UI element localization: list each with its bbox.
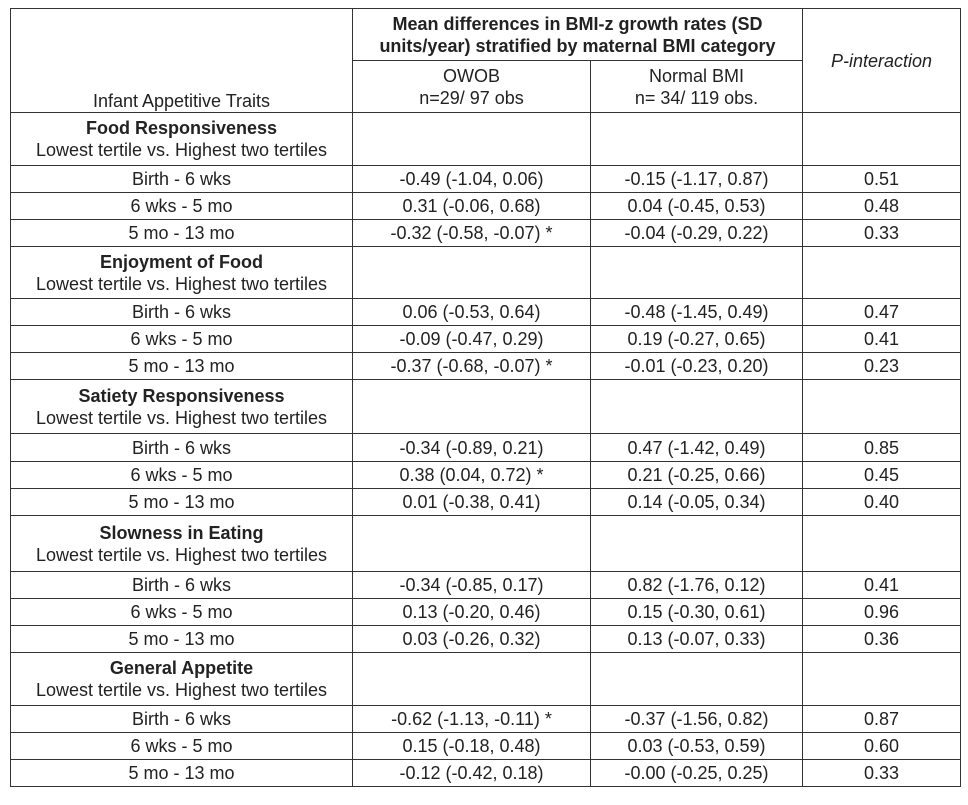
- owob-value-cell: -0.09 (-0.47, 0.29): [353, 326, 591, 353]
- owob-value-cell: 0.38 (0.04, 0.72) *: [353, 462, 591, 489]
- p-value-cell: 0.87: [803, 706, 961, 733]
- empty-cell: [353, 380, 591, 434]
- normal-value-cell: 0.21 (-0.25, 0.66): [591, 462, 803, 489]
- empty-cell: [591, 113, 803, 166]
- owob-header-line2: n=29/ 97 obs: [419, 87, 524, 108]
- p-value-cell: 0.33: [803, 760, 961, 787]
- empty-cell: [353, 653, 591, 706]
- owob-value-cell: -0.32 (-0.58, -0.07) *: [353, 220, 591, 247]
- owob-value-cell: -0.62 (-1.13, -0.11) *: [353, 706, 591, 733]
- normal-value-cell: -0.37 (-1.56, 0.82): [591, 706, 803, 733]
- period-cell: 5 mo - 13 mo: [11, 220, 353, 247]
- owob-value-cell: -0.37 (-0.68, -0.07) *: [353, 353, 591, 380]
- empty-cell: [803, 653, 961, 706]
- p-value-cell: 0.51: [803, 166, 961, 193]
- normal-value-cell: 0.03 (-0.53, 0.59): [591, 733, 803, 760]
- table-row: [11, 706, 961, 733]
- empty-cell: [353, 113, 591, 166]
- normal-value-cell: 0.15 (-0.30, 0.61): [591, 599, 803, 626]
- group-title-line1: Mean differences in BMI-z growth rates (SD: [392, 13, 763, 34]
- table-row: [11, 626, 961, 653]
- normal-value-cell: 0.19 (-0.27, 0.65): [591, 326, 803, 353]
- normal-value-cell: 0.14 (-0.05, 0.34): [591, 489, 803, 516]
- table-row: [11, 166, 961, 193]
- table-row: [11, 434, 961, 462]
- period-cell: 5 mo - 13 mo: [11, 353, 353, 380]
- section-subtitle: Lowest tertile vs. Highest two tertiles: [35, 544, 328, 565]
- p-value-cell: 0.40: [803, 489, 961, 516]
- section-title: Enjoyment of Food: [100, 251, 263, 272]
- group-title-cell: [353, 9, 803, 61]
- section-label-cell: [11, 516, 353, 572]
- section-label-cell: [11, 113, 353, 166]
- pint-header-cell: [803, 9, 961, 113]
- normal-value-cell: -0.00 (-0.25, 0.25): [591, 760, 803, 787]
- p-value-cell: 0.41: [803, 572, 961, 599]
- p-value-cell: 0.96: [803, 599, 961, 626]
- normal-value-cell: -0.01 (-0.23, 0.20): [591, 353, 803, 380]
- owob-value-cell: -0.12 (-0.42, 0.18): [353, 760, 591, 787]
- section-subtitle: Lowest tertile vs. Highest two tertiles: [35, 140, 328, 160]
- normal-value-cell: 0.47 (-1.42, 0.49): [591, 434, 803, 462]
- p-value-cell: 0.41: [803, 326, 961, 353]
- period-cell: Birth - 6 wks: [11, 299, 353, 326]
- section-label-cell: [11, 247, 353, 299]
- owob-value-cell: 0.13 (-0.20, 0.46): [353, 599, 591, 626]
- empty-cell: [591, 380, 803, 434]
- empty-cell: [803, 380, 961, 434]
- section-header-row: [11, 380, 961, 434]
- group-title-line2: units/year) stratified by maternal BMI category: [379, 35, 776, 56]
- section-title: Satiety Responsiveness: [78, 385, 285, 406]
- section-subtitle: Lowest tertile vs. Highest two tertiles: [35, 680, 328, 700]
- p-value-cell: 0.45: [803, 462, 961, 489]
- table-row: [11, 220, 961, 247]
- normal-value-cell: -0.04 (-0.29, 0.22): [591, 220, 803, 247]
- owob-value-cell: 0.15 (-0.18, 0.48): [353, 733, 591, 760]
- normal-header-cell: [591, 61, 803, 113]
- period-cell: 6 wks - 5 mo: [11, 733, 353, 760]
- section-title: Food Responsiveness: [85, 118, 278, 138]
- table-row: [11, 326, 961, 353]
- owob-value-cell: 0.03 (-0.26, 0.32): [353, 626, 591, 653]
- period-cell: 5 mo - 13 mo: [11, 626, 353, 653]
- normal-value-cell: -0.15 (-1.17, 0.87): [591, 166, 803, 193]
- table-row: [11, 353, 961, 380]
- owob-value-cell: -0.34 (-0.89, 0.21): [353, 434, 591, 462]
- owob-value-cell: 0.31 (-0.06, 0.68): [353, 193, 591, 220]
- normal-value-cell: 0.13 (-0.07, 0.33): [591, 626, 803, 653]
- table-row: [11, 193, 961, 220]
- section-header-row: [11, 113, 961, 166]
- p-value-cell: 0.23: [803, 353, 961, 380]
- period-cell: 6 wks - 5 mo: [11, 599, 353, 626]
- period-cell: 6 wks - 5 mo: [11, 326, 353, 353]
- p-value-cell: 0.33: [803, 220, 961, 247]
- empty-cell: [803, 516, 961, 572]
- section-title: Slowness in Eating: [99, 522, 264, 543]
- empty-cell: [353, 247, 591, 299]
- section-label-cell: [11, 653, 353, 706]
- empty-cell: [353, 516, 591, 572]
- section-subtitle: Lowest tertile vs. Highest two tertiles: [35, 407, 328, 428]
- section-header-row: [11, 653, 961, 706]
- owob-value-cell: 0.01 (-0.38, 0.41): [353, 489, 591, 516]
- normal-value-cell: 0.82 (-1.76, 0.12): [591, 572, 803, 599]
- period-cell: Birth - 6 wks: [11, 166, 353, 193]
- table-row: [11, 299, 961, 326]
- p-value-cell: 0.47: [803, 299, 961, 326]
- p-value-cell: 0.85: [803, 434, 961, 462]
- owob-value-cell: 0.06 (-0.53, 0.64): [353, 299, 591, 326]
- owob-value-cell: -0.49 (-1.04, 0.06): [353, 166, 591, 193]
- empty-cell: [803, 247, 961, 299]
- p-value-cell: 0.48: [803, 193, 961, 220]
- section-subtitle: Lowest tertile vs. Highest two tertiles: [35, 273, 328, 294]
- empty-cell: [591, 247, 803, 299]
- p-value-cell: 0.60: [803, 733, 961, 760]
- section-title: General Appetite: [109, 658, 254, 678]
- normal-header-line2: n= 34/ 119 obs.: [634, 87, 759, 108]
- table-row: [11, 733, 961, 760]
- table-row: [11, 489, 961, 516]
- normal-value-cell: -0.48 (-1.45, 0.49): [591, 299, 803, 326]
- owob-value-cell: -0.34 (-0.85, 0.17): [353, 572, 591, 599]
- section-label-cell: [11, 380, 353, 434]
- table-row: [11, 599, 961, 626]
- table-row: [11, 462, 961, 489]
- normal-value-cell: 0.04 (-0.45, 0.53): [591, 193, 803, 220]
- owob-header-line1: OWOB: [443, 65, 500, 86]
- header-row-1: [11, 9, 961, 61]
- period-cell: 6 wks - 5 mo: [11, 193, 353, 220]
- table-row: [11, 760, 961, 787]
- period-cell: Birth - 6 wks: [11, 572, 353, 599]
- header-trait-cell: [11, 9, 353, 113]
- period-cell: Birth - 6 wks: [11, 434, 353, 462]
- period-cell: 5 mo - 13 mo: [11, 760, 353, 787]
- owob-header-cell: [353, 61, 591, 113]
- empty-cell: [591, 516, 803, 572]
- empty-cell: [591, 653, 803, 706]
- period-cell: 5 mo - 13 mo: [11, 489, 353, 516]
- normal-header-line1: Normal BMI: [648, 65, 744, 86]
- header-trait-label: Infant Appetitive Traits: [92, 91, 271, 111]
- results-table: [10, 8, 961, 787]
- period-cell: Birth - 6 wks: [11, 706, 353, 733]
- empty-cell: [803, 113, 961, 166]
- table-row: [11, 572, 961, 599]
- period-cell: 6 wks - 5 mo: [11, 462, 353, 489]
- section-header-row: [11, 516, 961, 572]
- p-value-cell: 0.36: [803, 626, 961, 653]
- section-header-row: [11, 247, 961, 299]
- pint-header-label: P-interaction: [830, 50, 933, 71]
